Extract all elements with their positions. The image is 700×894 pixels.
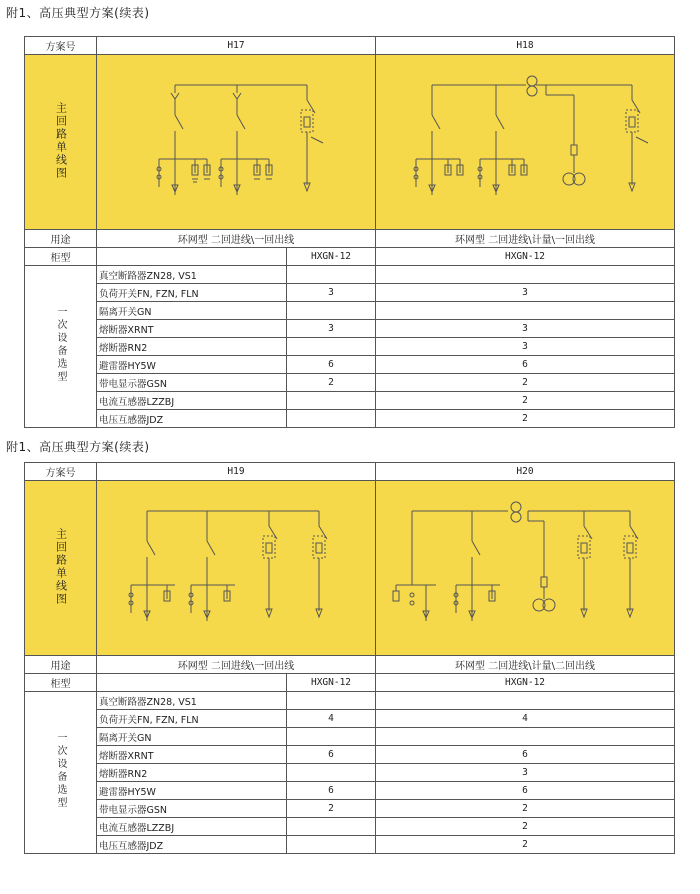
equipment-qty xyxy=(287,338,376,356)
cabinet-value: HXGN-12 xyxy=(287,674,376,692)
table-row xyxy=(25,764,675,782)
equipment-qty xyxy=(287,410,376,428)
equipment-name: 电压互感器JDZ xyxy=(97,836,287,854)
equipment-qty: 3 xyxy=(376,764,675,782)
equipment-qty: 6 xyxy=(287,746,376,764)
table-row xyxy=(25,266,675,284)
equipment-name: 负荷开关FN, FZN, FLN xyxy=(97,710,287,728)
table-row xyxy=(25,782,675,800)
table-row xyxy=(25,374,675,392)
table-row xyxy=(25,728,675,746)
scheme-code: H20 xyxy=(376,463,675,481)
equipment-qty xyxy=(376,692,675,710)
usage-label: 用途 xyxy=(25,230,97,248)
usage-label: 用途 xyxy=(25,656,97,674)
table-row xyxy=(25,710,675,728)
single-line-diagram xyxy=(97,481,376,656)
single-line-diagram xyxy=(376,481,675,656)
single-line-diagram xyxy=(97,55,376,230)
equipment-qty: 2 xyxy=(376,836,675,854)
equipment-qty: 3 xyxy=(376,284,675,302)
equipment-name: 避雷器HY5W xyxy=(97,782,287,800)
equipment-qty xyxy=(287,764,376,782)
equipment-name: 熔断器RN2 xyxy=(97,764,287,782)
diagram-row xyxy=(25,481,675,656)
diagram-label-cell xyxy=(25,55,97,230)
equipment-qty: 2 xyxy=(376,800,675,818)
single-line-diagram xyxy=(376,55,675,230)
equipment-name: 电流互感器LZZBJ xyxy=(97,818,287,836)
diagram-label: 主回路单线图 xyxy=(54,101,68,180)
equipment-label: 一次设备选型 xyxy=(55,306,66,384)
scheme-table-h17-h18 xyxy=(24,36,675,428)
equipment-name: 带电显示器GSN xyxy=(97,800,287,818)
equipment-name: 避雷器HY5W xyxy=(97,356,287,374)
table-row xyxy=(25,800,675,818)
usage-value: 环网型 二回进线\计量\二回出线 xyxy=(376,656,675,674)
header-row xyxy=(25,463,675,481)
table-row xyxy=(25,746,675,764)
equipment-qty: 6 xyxy=(376,746,675,764)
equipment-qty: 3 xyxy=(376,338,675,356)
equipment-name: 隔离开关GN xyxy=(97,728,287,746)
header-row xyxy=(25,37,675,55)
usage-row xyxy=(25,230,675,248)
table-row xyxy=(25,410,675,428)
equipment-label-cell xyxy=(25,692,97,854)
cabinet-label: 柜型 xyxy=(25,674,97,692)
table-row xyxy=(25,338,675,356)
equipment-qty: 2 xyxy=(287,800,376,818)
equipment-qty: 3 xyxy=(287,284,376,302)
equipment-name: 真空断路器ZN28, VS1 xyxy=(97,692,287,710)
diagram-label-cell xyxy=(25,481,97,656)
equipment-qty xyxy=(287,302,376,320)
equipment-qty xyxy=(287,836,376,854)
usage-value: 环网型 二回进线\一回出线 xyxy=(97,656,376,674)
scheme-code: H19 xyxy=(97,463,376,481)
usage-row xyxy=(25,656,675,674)
equipment-qty: 2 xyxy=(287,374,376,392)
equipment-qty: 6 xyxy=(287,782,376,800)
equipment-name: 熔断器XRNT xyxy=(97,320,287,338)
equipment-name: 电压互感器JDZ xyxy=(97,410,287,428)
usage-value: 环网型 二回进线\一回出线 xyxy=(97,230,376,248)
equipment-qty: 6 xyxy=(287,356,376,374)
equipment-qty xyxy=(287,266,376,284)
equipment-label-cell xyxy=(25,266,97,428)
equipment-qty: 6 xyxy=(376,782,675,800)
scheme-number-label: 方案号 xyxy=(25,463,97,481)
single-line-diagram-h18 xyxy=(376,55,675,229)
table-row xyxy=(25,818,675,836)
equipment-qty xyxy=(287,692,376,710)
table-row xyxy=(25,302,675,320)
table-row xyxy=(25,836,675,854)
equipment-qty: 6 xyxy=(376,356,675,374)
equipment-qty xyxy=(376,728,675,746)
equipment-qty xyxy=(287,728,376,746)
equipment-qty: 3 xyxy=(376,320,675,338)
cabinet-value: HXGN-12 xyxy=(287,248,376,266)
scheme-code: H18 xyxy=(376,37,675,55)
cabinet-value: HXGN-12 xyxy=(376,248,675,266)
single-line-diagram-h20 xyxy=(376,481,675,655)
scheme-code: H17 xyxy=(97,37,376,55)
scheme-number-label: 方案号 xyxy=(25,37,97,55)
single-line-diagram-h17 xyxy=(97,55,376,229)
equipment-label: 一次设备选型 xyxy=(55,732,66,810)
equipment-name: 熔断器RN2 xyxy=(97,338,287,356)
cabinet-value: HXGN-12 xyxy=(376,674,675,692)
single-line-diagram-h19 xyxy=(97,481,376,655)
equipment-qty: 4 xyxy=(287,710,376,728)
equipment-name: 负荷开关FN, FZN, FLN xyxy=(97,284,287,302)
equipment-qty: 2 xyxy=(376,392,675,410)
table-row xyxy=(25,692,675,710)
diagram-label: 主回路单线图 xyxy=(54,527,68,606)
equipment-name: 熔断器XRNT xyxy=(97,746,287,764)
equipment-qty: 3 xyxy=(287,320,376,338)
equipment-qty xyxy=(376,302,675,320)
cabinet-row xyxy=(25,674,675,692)
table-row xyxy=(25,356,675,374)
usage-value: 环网型 二回进线\计量\一回出线 xyxy=(376,230,675,248)
section-title: 附1、高压典型方案(续表) xyxy=(6,6,150,20)
table-row xyxy=(25,392,675,410)
equipment-qty: 2 xyxy=(376,410,675,428)
equipment-name: 真空断路器ZN28, VS1 xyxy=(97,266,287,284)
equipment-qty xyxy=(376,266,675,284)
equipment-qty xyxy=(287,818,376,836)
equipment-qty: 2 xyxy=(376,374,675,392)
equipment-qty: 2 xyxy=(376,818,675,836)
cabinet-label: 柜型 xyxy=(25,248,97,266)
table-row xyxy=(25,320,675,338)
equipment-name: 带电显示器GSN xyxy=(97,374,287,392)
diagram-row xyxy=(25,55,675,230)
equipment-name: 隔离开关GN xyxy=(97,302,287,320)
table-row xyxy=(25,284,675,302)
equipment-qty xyxy=(287,392,376,410)
equipment-name: 电流互感器LZZBJ xyxy=(97,392,287,410)
cabinet-row xyxy=(25,248,675,266)
equipment-qty: 4 xyxy=(376,710,675,728)
section-title: 附1、高压典型方案(续表) xyxy=(6,440,150,454)
scheme-table-h19-h20 xyxy=(24,462,675,854)
